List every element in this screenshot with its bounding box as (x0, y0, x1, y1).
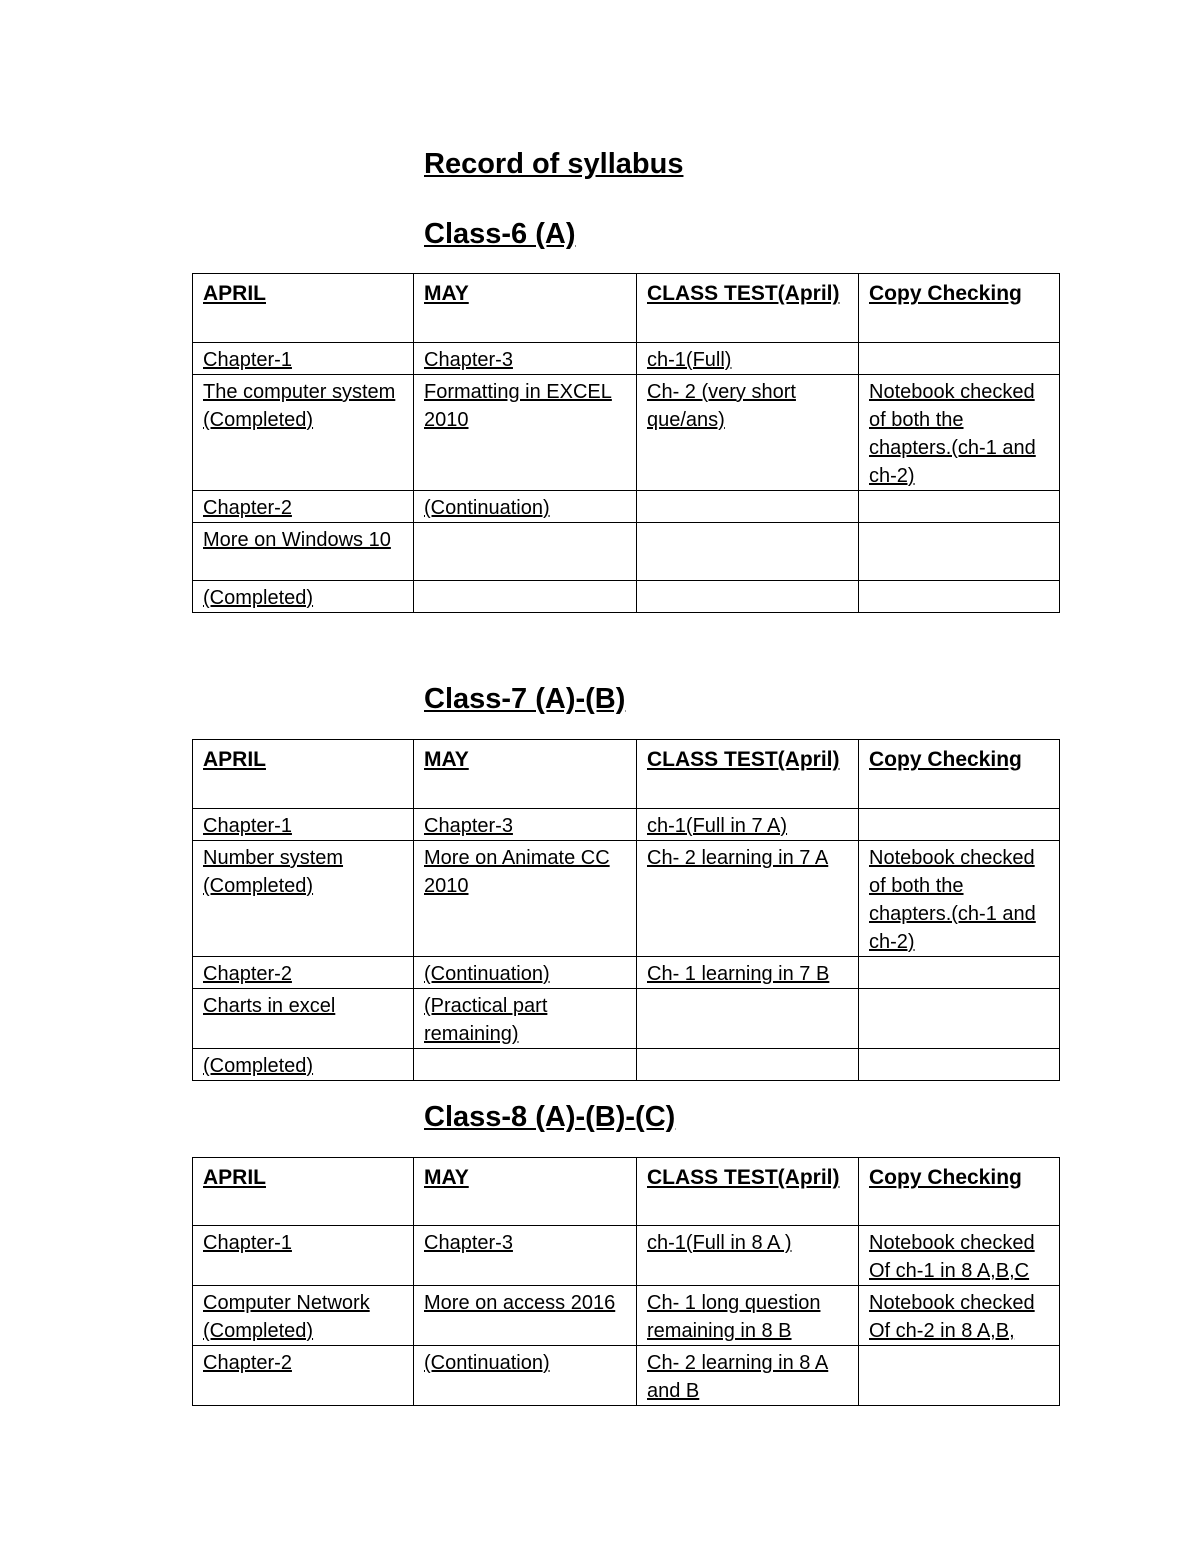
table-cell: More on access 2016 (414, 1286, 637, 1346)
table-cell: Computer Network (Completed) (193, 1286, 414, 1346)
table-cell: Chapter-3 (414, 343, 637, 375)
table-cell: Chapter-3 (414, 1226, 637, 1286)
table-row (193, 809, 1060, 841)
table-row (193, 1346, 1060, 1406)
table-cell (859, 491, 1060, 523)
table-cell: Chapter-1 (193, 343, 414, 375)
column-header-copy-checking: Copy Checking (859, 1158, 1060, 1226)
table-row (193, 841, 1060, 957)
table-cell: (Practical part remaining) (414, 989, 637, 1049)
table-cell: Notebook checked of both the chapters.(ch-1 and ch-2) (859, 375, 1060, 491)
table-cell: Ch- 1 learning in 7 B (637, 957, 859, 989)
table-cell: More on Windows 10 (193, 523, 414, 581)
column-header-april: APRIL (193, 274, 414, 343)
table-cell: Notebook checked Of ch-2 in 8 A,B, (859, 1286, 1060, 1346)
table-cell (859, 989, 1060, 1049)
table-cell: Formatting in EXCEL 2010 (414, 375, 637, 491)
table-cell: Chapter-1 (193, 1226, 414, 1286)
table-header-row (193, 274, 1060, 343)
column-header-class-test: CLASS TEST(April) (637, 274, 859, 343)
table-row (193, 581, 1060, 613)
table-cell: (Continuation) (414, 957, 637, 989)
table-cell (859, 957, 1060, 989)
table-cell: Ch- 2 learning in 7 A (637, 841, 859, 957)
section-heading-class-8: Class-8 (A)-(B)-(C) (424, 1101, 676, 1133)
table-cell: Charts in excel (193, 989, 414, 1049)
section-heading-class-6: Class-6 (A) (424, 218, 576, 250)
table-cell: Chapter-2 (193, 491, 414, 523)
table-row (193, 1226, 1060, 1286)
table-cell: (Continuation) (414, 1346, 637, 1406)
table-cell: ch-1(Full in 8 A ) (637, 1226, 859, 1286)
table-header-row (193, 740, 1060, 809)
column-header-april: APRIL (193, 740, 414, 809)
column-header-may: MAY (414, 1158, 637, 1226)
table-cell: (Completed) (193, 1049, 414, 1081)
table-cell: (Continuation) (414, 491, 637, 523)
table-cell (859, 1049, 1060, 1081)
table-cell: More on Animate CC 2010 (414, 841, 637, 957)
table-cell: Notebook checked of both the chapters.(ch-1 and ch-2) (859, 841, 1060, 957)
column-header-class-test: CLASS TEST(April) (637, 1158, 859, 1226)
table-cell (859, 343, 1060, 375)
table-cell: Number system (Completed) (193, 841, 414, 957)
document-title: Record of syllabus (424, 148, 684, 180)
table-cell: ch-1(Full in 7 A) (637, 809, 859, 841)
table-cell: ch-1(Full) (637, 343, 859, 375)
table-row (193, 957, 1060, 989)
syllabus-table-class-8 (192, 1157, 1060, 1406)
section-heading-class-7: Class-7 (A)-(B) (424, 683, 626, 715)
table-cell (414, 523, 637, 581)
column-header-copy-checking: Copy Checking (859, 274, 1060, 343)
table-cell: Ch- 1 long question remaining in 8 B (637, 1286, 859, 1346)
syllabus-table-class-6 (192, 273, 1060, 613)
table-cell (859, 1346, 1060, 1406)
table-cell (414, 1049, 637, 1081)
table-cell: Notebook checked Of ch-1 in 8 A,B,C (859, 1226, 1060, 1286)
table-header-row (193, 1158, 1060, 1226)
column-header-april: APRIL (193, 1158, 414, 1226)
table-row (193, 375, 1060, 491)
table-cell: The computer system (Completed) (193, 375, 414, 491)
table-row (193, 1286, 1060, 1346)
table-cell: Chapter-3 (414, 809, 637, 841)
table-cell (637, 581, 859, 613)
table-cell (637, 523, 859, 581)
column-header-class-test: CLASS TEST(April) (637, 740, 859, 809)
table-cell: Chapter-2 (193, 1346, 414, 1406)
table-cell (859, 809, 1060, 841)
table-cell (859, 581, 1060, 613)
table-cell (414, 581, 637, 613)
syllabus-table-class-7 (192, 739, 1060, 1081)
column-header-may: MAY (414, 740, 637, 809)
table-row (193, 1049, 1060, 1081)
table-cell: Ch- 2 (very short que/ans) (637, 375, 859, 491)
table-cell (859, 523, 1060, 581)
table-cell: Ch- 2 learning in 8 A and B (637, 1346, 859, 1406)
table-cell (637, 491, 859, 523)
table-cell: Chapter-2 (193, 957, 414, 989)
table-row (193, 343, 1060, 375)
table-cell: (Completed) (193, 581, 414, 613)
table-cell: Chapter-1 (193, 809, 414, 841)
table-row (193, 523, 1060, 581)
table-cell (637, 1049, 859, 1081)
table-row (193, 491, 1060, 523)
column-header-may: MAY (414, 274, 637, 343)
table-cell (637, 989, 859, 1049)
column-header-copy-checking: Copy Checking (859, 740, 1060, 809)
table-row (193, 989, 1060, 1049)
